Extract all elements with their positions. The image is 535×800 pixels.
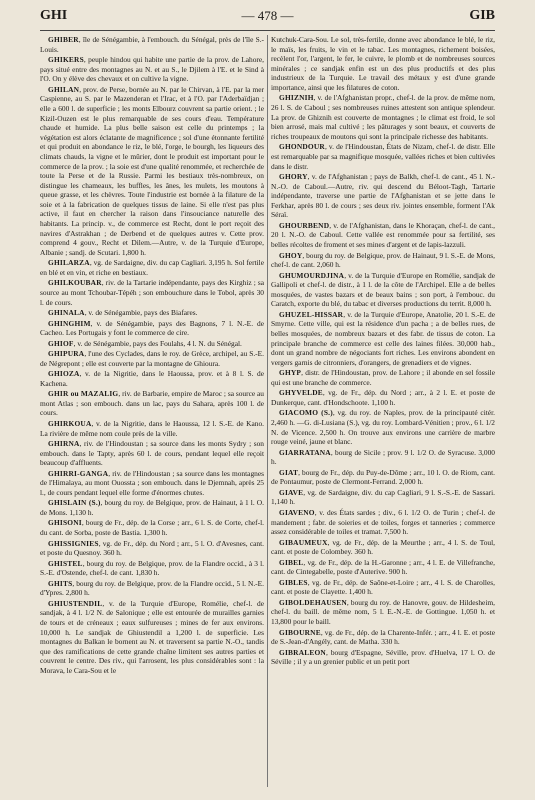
entry-headword: GHONDOUR <box>279 142 325 152</box>
dictionary-entry <box>40 539 264 558</box>
header-left-guide-word: GHI <box>40 8 68 23</box>
entry-headword: GHIR ou MAZALIG <box>48 389 119 399</box>
dictionary-entry <box>40 419 264 438</box>
entry-headword: GHIUSTENDIL <box>48 598 103 608</box>
left-column <box>40 35 264 793</box>
entry-headword: GIARRATANA <box>279 447 331 457</box>
entry-headword: GHIRKOUA <box>48 418 92 428</box>
dictionary-entry <box>271 388 495 407</box>
entry-text: , vg. de Sardaigne, div. du cap Cagliari, 9 l. S.-S.-E. de Sassari. 1,140 h. <box>271 487 495 507</box>
entry-headword: GHIZNIH <box>279 93 314 103</box>
dictionary-entry <box>271 271 495 309</box>
entry-headword: GHILKOUBAR <box>48 278 102 288</box>
dictionary-entry <box>40 35 264 54</box>
dictionary-entry <box>271 310 495 368</box>
dictionary-entry <box>40 439 264 468</box>
dictionary-entry <box>40 518 264 537</box>
entry-text: , vg. de Fr., dép. du Nord ; arr., 5 l. O. d'Avesnes, cant. et poste du Quesnoy. 360 h. <box>40 538 264 558</box>
entry-headword: GHYVELDE <box>279 388 323 398</box>
entry-headword: GHIBER <box>48 35 79 44</box>
entry-headword: GHISLAIN (S.) <box>48 498 101 508</box>
entry-headword: GIAVENO <box>279 507 315 517</box>
dictionary-entry <box>271 628 495 647</box>
entry-text: , riv. de la Tartarie indépendante, pays des Kirghiz ; sa source au mont Tchoubar-Tépéh ; son embouchure dans le Tobol, après 30 l. de cours. <box>40 278 264 307</box>
dictionary-entry <box>271 598 495 627</box>
entry-headword: GHUZEL-HISSAR <box>279 309 344 319</box>
entry-text: , v. de la Turquie d'Europe, Anatolie, 20 l. S.-E. de Smyrne. Cette ville, qui est la résidence d'un pacha ; a de belles rues, de belles mosquées, de nombreux bazars et des fabr. de tissus de coton. La principale branche de commerce est celle des laines filées. 30,000 hab., dont un grand nombre de négociants fort riches. Les environs abondent en vergers garnis de citronniers, d'orangers, de grenadiers et de vignes. <box>271 309 495 367</box>
dictionary-entry <box>271 508 495 537</box>
dictionary-entry <box>40 55 264 84</box>
entry-headword: GHIOZA <box>48 369 80 379</box>
entry-headword: GIBOURNE <box>279 627 321 637</box>
entry-text: , bourg du roy. de Hanovre, gouv. de Hildesheim, chef-l. du baill. de même nom, 5 l. E.-N.-E. de Gottingue. 1,050 h. et 13,800 pour le baill. <box>271 597 495 627</box>
dictionary-entry <box>40 278 264 307</box>
entry-text: , v. de la Turquie d'Europe en Romélie, sandjak de Gallipoli et chef-l. de distr., à 1 l. de la côte de l'Archipel. Elle a de belles mosquées, de vastes bazars et de beaux bains ; son port, à l'embouc. du Caratch, exporte du blé, du tabac et diverses productions du territ. 8,000 h. <box>271 270 495 309</box>
entry-text: , vg. de Fr., dép. du Nord ; arr., à 2 l. E. et poste de Dunkerque, cant. d'Hondschoote. 1,100 h. <box>271 388 495 407</box>
entry-text: , v. de la Turquie d'Europe, Romélie, chef-l. de sandjak, à 4 l. 1/2 N. de Salonique ; elle est entourée de murailles garnies de tours et de créneaux ; eaux sulfureuses ; mines de fer aux environs. 10,000 h. Le sandjak de Ghiustendil a 1,200 l. de superficie. Les montagnes du Balkan le bornent au N. et traversent sa partie N.-O., tandis que des ramifications de cette grande chaîne limitent ses autres parties et couvrent le centre. Des riv., qui l'arrosent, les plus considérables sont : la Morava, le Cara-Sou et le <box>40 598 264 675</box>
dictionary-entry <box>271 578 495 597</box>
dictionary-entry <box>40 85 264 258</box>
dictionary-entry <box>271 172 495 220</box>
entry-text: , bourg du roy. de Belgique, prov. de Hainaut, à 1 l. O. de Mons. 1,130 h. <box>40 498 264 517</box>
dictionary-entry <box>40 469 264 498</box>
dictionary-entry <box>271 93 495 141</box>
entry-headword: GHISSIGNIES <box>48 538 99 548</box>
entry-headword: GHIPURA <box>48 349 85 359</box>
dictionary-entry <box>271 408 495 446</box>
entry-headword: GHOURBEND <box>279 220 330 230</box>
dictionary-entry <box>271 368 495 387</box>
entry-headword: GIBOLDEHAUSEN <box>279 597 347 607</box>
entry-text: , v. de la Nigritie, dans le Haoussa, prov. et à 8 l. S. de Kachena. <box>40 369 264 388</box>
dictionary-entry <box>271 468 495 487</box>
running-header <box>40 8 495 28</box>
entry-text: , riv. de l'Hindoustan ; sa source dans les montagnes de l'Himalaya, au mont Ouossta ; son embouch. dans le Djemnah, après 25 l., de cours pendant lequel elle forme d'énormes chutes. <box>40 468 264 497</box>
entry-text: , île de Sénégambie, à l'embouch. du Sénégal, près de l'île S.-Louis. <box>40 35 264 54</box>
entry-text: , bourg d'Espagne, Séville, prov. d'Huelva, 17 l. O. de Séville ; il y a un grenier public et un petit port <box>271 647 495 667</box>
right-column <box>271 35 495 793</box>
entry-headword: GIACOMO (S.) <box>279 408 333 418</box>
entry-text: , bourg du roy. de Belgique, prov. de la Flandre occid., à 3 l. S.-E. d'Ostende, chef-l. de cant. 1,830 h. <box>40 558 264 578</box>
dictionary-entry <box>271 558 495 577</box>
dictionary-entry <box>40 258 264 277</box>
dictionary-entry <box>271 538 495 557</box>
entry-headword: GHINALA <box>48 308 85 318</box>
entry-headword: GHINGHIM <box>48 318 91 328</box>
entry-headword: GHISTEL <box>48 558 83 568</box>
entry-text: , vg. de Fr., dép. de la H.-Garonne ; arr., 4 l. E. de Villefranche, cant. de Cintegabelle, poste d'Auterive. 900 h. <box>271 557 495 577</box>
entry-text: Kutchuk-Cara-Sou. Le sol, très-fertile, donne avec abondance le blé, le riz, le maïs, les fruits, le vin et le tabac. Les montagnes, richement boisées, recèlent l'or, l'argent, le fer, le cuivre, le plomb et de nombreuses sources minérales ; ce sandjak enfin est un des plus productifs et des plus industrieux de la Turquie. Le travail des métaux y est d'une grande importance, ainsi que les filatures de coton. <box>271 35 495 92</box>
entry-text: , v. de l'Afghanistan propr., chef-l. de la prov. de même nom, 26 l. S. de Caboul ; ses nombreuses ruines attestent son antique splendeur. La prov. de Ghiznih est couverte de montagnes ; le climat est froid, le sol bien arrosé, mais mal cultivé ; les pâturages y sont beaux, et couverts de riches troupeaux de moutons qui sont la principale richesse des habitants. <box>271 93 495 141</box>
entry-headword: GHILARZA <box>48 258 90 268</box>
entry-text: , v. des États sardes ; div., 6 l. 1/2 O. de Turin ; chef-l. de mandement ; fabr. de soieries et de toiles, forges et tanneries ; commerce assez considérable de toiles et tramat. 7,500 h. <box>271 507 495 537</box>
entry-text: , v. de l'Hindoustan, États de Nizam, chef-l. de distr. Elle est remarquable par sa magnifique mosquée, vallées riches et bien cultivées dans le distr. <box>271 142 495 171</box>
entry-text: , bourg de Fr., dép. du Puy-de-Dôme ; arr., 10 l. O. de Riom, cant. de Pontaumur, poste de Clermont-Ferrand. 2,000 h. <box>271 467 495 487</box>
entry-text: , v. de l'Afghanistan, dans le Khoraçan, chef-l. de cant., 20 l. N.-O. de Caboul. Cette vallée est renommée pour sa fertilité, ses belles récoltes de froment et ses mines d'argent et de lapis-lazzuli. <box>271 220 495 250</box>
entry-headword: GHIRNA <box>48 439 80 449</box>
entry-headword: GHIOF <box>48 338 74 348</box>
dictionary-entry <box>271 142 495 171</box>
entry-text: , vg. du roy. de Naples, prov. de la principauté citér. 2,460 h. —G. di-Lusiana (S.), vg. du roy. Lombard-Vénitien ; prov., 6 l. 1/2 N. de Vicence. 2,500 h. On trouve aux environs une carrière de marbre rouge veiné, jaune et blanc. <box>271 408 495 447</box>
entry-text: , prov. de Perse, bornée au N. par le Chirvan, à l'E. par la mer Caspienne, au S. par le Mazenderan et l'Irac, et à l'O. par l'Aderbaïdjan ; elle a 600 l. de superficie ; les monts Elbourz couvrent sa partie orient. ; le Kizil-Ouzen est le plus remarquable de ses cours d'eau. Température chaude et humide. La plus belle saison est celle du printemps ; la végétation est alors éclatante de magnificence ; sol d'une étonnante fertilité et qui produit en abondance le riz, le blé, l'orge, le bourgh, les liqueurs des climats chauds, la vigne et le mûrier, dont le produit est important pour le commerce de la prov. ; la soie est d'une qualité renommée, et recherchée de toute la Perse et de la Russie. Parmi les bestiaux très-nombreux, on distingue les chameaux, les buffles, les ânes, les mulets, les moutons à queue grasse, et les chèvres. Toute l'industrie est bornée à la filature de la soie et à la fabrication de quelques tissus de laine. Si elle n'est pas plus active, il faut en chercher la raison dans l'insouciance naturelle des habitants. La princip. v., de commerce est Recht, dont le port reçoit des navires d'Astrakhan ; de Derbend et de quelques autres v. Cette prov. comprend 4 gouv., Recht et Dilem.—Autre, v. de la Turquie d'Europe, Albanie ; sandj. de Scutari. 1,800 h. <box>40 84 264 257</box>
entry-headword: GIAT <box>279 467 299 477</box>
dictionary-entry <box>40 559 264 578</box>
dictionary-entry <box>271 35 495 93</box>
entry-text: , peuple hindou qui habite une partie de la prov. de Lahore, pays situé entre des montagnes au N. et au S., le Djilem à l'E. et le Sind à l'O. On y élève des chevaux et on cultive la vigne. <box>40 55 264 84</box>
dictionary-entry <box>40 339 264 349</box>
entry-headword: GHITS <box>48 578 73 588</box>
dictionary-entry <box>40 319 264 338</box>
entry-headword: GHORY <box>279 171 308 181</box>
entry-text: , bourg du roy. de Belgique, prov. de Hainaut, 9 l. S.-E. de Mons, chef-l. de cant. 2,060 h. <box>271 250 495 270</box>
entry-headword: GHOY <box>279 250 303 260</box>
entry-text: , vg. de Sardaigne, div. du cap Cagliari. 3,195 h. Sol fertile en blé et en vin, et riche en bestiaux. <box>40 258 264 277</box>
entry-text: , distr. de l'Hindoustan, prov. de Lahore ; il abonde en sel fossile qui est une branche de commerce. <box>271 368 495 387</box>
entry-text: , vg. de Fr., dép. de la Charente-Infér. ; arr., 4 l. E. et poste de S.-Jean-d'Angély, cant. de Matha. 330 h. <box>271 627 495 647</box>
entry-text: , v. de la Nigritie, dans le Haoussa, 12 l. S.-E. de Kano. La rivière de même nom coule près de la ville. <box>40 418 264 438</box>
dictionary-entry <box>40 599 264 676</box>
dictionary-entry <box>40 498 264 517</box>
entry-text: , vg. de Fr., dép. de la Meurthe ; arr., 4 l. S. de Toul, cant. et poste de Colombey. 360 h. <box>271 537 495 557</box>
dictionary-entry <box>40 579 264 598</box>
entry-headword: GIBEL <box>279 557 304 567</box>
column-divider <box>267 35 268 787</box>
entry-headword: GIBRALEON <box>279 647 326 657</box>
entry-text: , riv. de Barbarie, empire de Maroc ; sa source au mont Atlas ; son embouch. dans un lac, pays du Sahara, après 100 l. de cours. <box>40 389 264 418</box>
entry-text: , vg. de Fr., dép. de Saône-et-Loire ; arr., 4 l. S. de Charolles, cant. et poste de Clayette. 1,400 h. <box>271 577 495 597</box>
dictionary-entry <box>271 221 495 250</box>
entry-headword: GIBLES <box>279 577 308 587</box>
entry-text: , v. de Sénégambie, pays des Bagnons, 7 l. N.-E. de Cacheo. Les Portugais y font le commerce de cire. <box>40 318 264 338</box>
entry-headword: GHYP <box>279 368 302 378</box>
dictionary-entry <box>40 389 264 418</box>
entry-text: , bourg de Fr., dép. de la Corse ; arr., 6 l. S. de Corte, chef-l. du cant. de Sorba, poste de Bastia. 1,300 h. <box>40 518 264 538</box>
header-rule <box>40 30 495 31</box>
entry-text: , riv. de l'Hindoustan ; sa source dans les monts Sydry ; son embouch. dans le Tapty, après 60 l. de cours, pendant lequel elle reçoit beaucoup d'affluents. <box>40 439 264 468</box>
dictionary-entry <box>40 369 264 388</box>
entry-text: , v. de Sénégambie, pays des Foulahs, 4 l. N. du Sénégal. <box>73 338 242 348</box>
entry-text: , bourg de Sicile ; prov. 9 l. 1/2 O. de Syracuse. 3,000 h. <box>271 447 495 467</box>
entry-text: , bourg du roy. de Belgique, prov. de la Flandre occid., 5 l. N.-E. d'Ypres. 2,800 h. <box>40 578 264 598</box>
dictionary-entry <box>271 448 495 467</box>
entry-headword: GHIRRI-GANGA <box>48 468 109 478</box>
entry-text: , v. de Sénégambie, pays des Biafares. <box>84 308 198 318</box>
entry-headword: GHUMOURDJINA <box>279 270 345 280</box>
dictionary-entry <box>271 488 495 507</box>
dictionary-entry <box>40 308 264 318</box>
dictionary-entry <box>40 349 264 368</box>
entry-headword: GIBAUMEUX <box>279 537 328 547</box>
dictionary-entry <box>271 251 495 270</box>
dictionary-entry <box>271 648 495 667</box>
entry-headword: GHILAN <box>48 84 80 94</box>
entry-headword: GHIKERS <box>48 55 84 65</box>
entry-headword: GHISONI <box>48 518 82 528</box>
header-right-guide-word: GIB <box>469 8 495 23</box>
entry-headword: GIAVE <box>279 487 304 497</box>
page-number: — 478 — <box>241 8 294 23</box>
entry-text: , l'une des Cyclades, dans le roy. de Grèce, archipel, au S.-E. de Négrepont ; elle est couverte par la montagne de Ghioura. <box>40 349 264 368</box>
entry-text: , v. de l'Afghanistan ; pays de Balkh, chef-l. de cant., 45 l. N.-N.-O. de Caboul.—Autre, riv. qui descend du Béloot-Tagh, Tartarie indépendante, traverse une partie de l'Afghanistan et se jette dans le Ferkhar, après 80 l. de cours ; ses deux riv. jointes ensemble, forment l'Ak Séraï. <box>271 171 495 220</box>
